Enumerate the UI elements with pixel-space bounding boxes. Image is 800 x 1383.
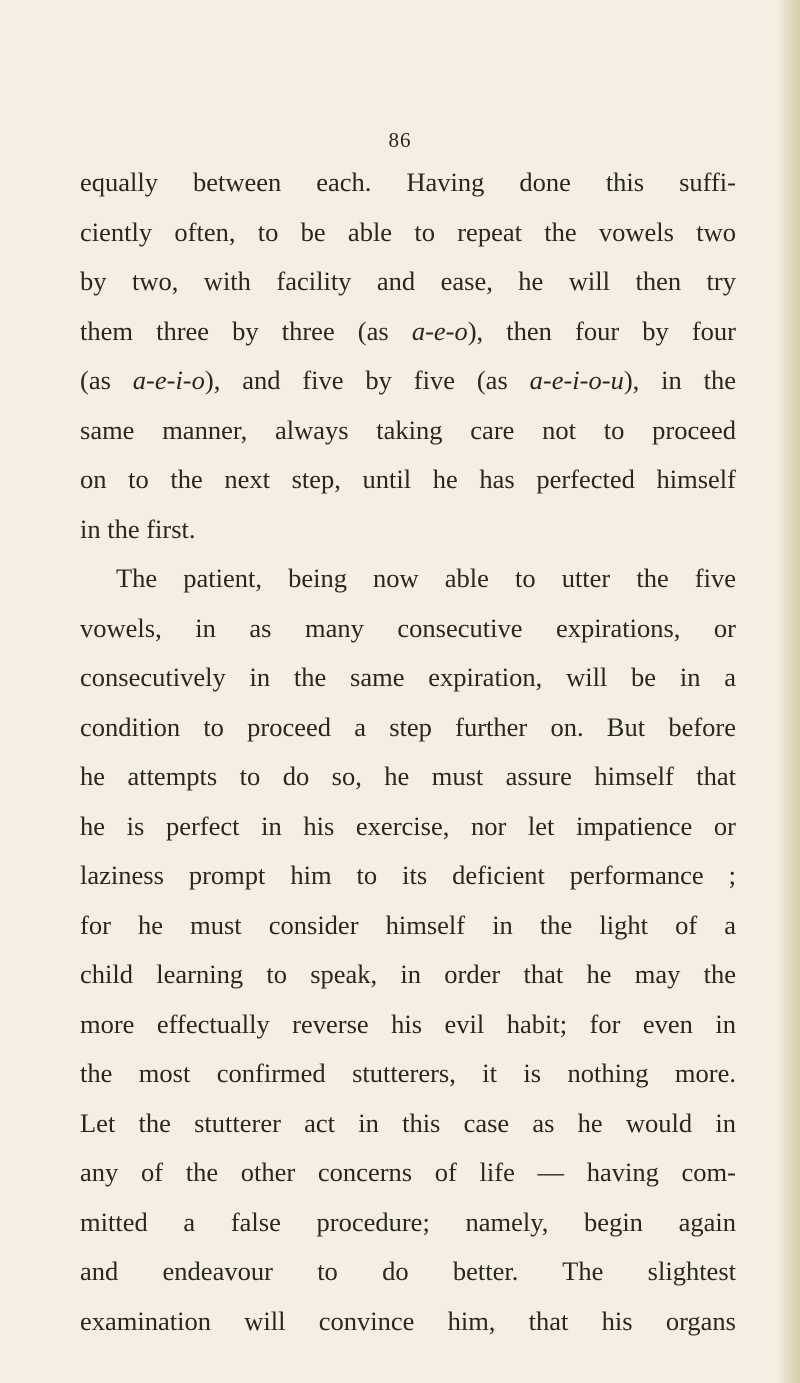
text-line: more effectually reverse his evil habit; for even in	[80, 1008, 736, 1039]
vowel-sequence: a-e-i-o	[132, 365, 205, 395]
text-line: Let the stutterer act in this case as he would in	[80, 1107, 736, 1138]
text-line: laziness prompt him to its deficient performance ;	[80, 860, 736, 890]
text-line: he is perfect in his exercise, nor let impatience or	[80, 810, 736, 841]
text-line: the most confirmed stutterers, it is nothing more.	[80, 1058, 736, 1088]
text-line: examination will convince him, that his organs	[80, 1305, 736, 1336]
paragraph-start-line: The patient, being now able to utter the five	[116, 563, 736, 593]
text-line: condition to proceed a step further on. But before	[80, 711, 736, 742]
text-line: child learning to speak, in order that he may the	[80, 959, 736, 989]
text-line: mitted a false procedure; namely, begin again	[80, 1206, 736, 1237]
text-line: consecutively in the same expiration, will be in a	[80, 662, 736, 692]
vowel-sequence: a-e-o	[411, 315, 468, 346]
text-line: and endeavour to do better. The slightest	[80, 1256, 736, 1286]
text-line: any of the other concerns of life — having com-	[80, 1157, 736, 1187]
text-line: on to the next step, until he has perfected himself	[80, 464, 736, 494]
text-line: same manner, always taking care not to proceed	[80, 414, 736, 445]
vowel-sequence: a-e-i-o-u	[529, 365, 624, 395]
text-line: he attempts to do so, he must assure himself that	[80, 761, 736, 791]
text-line: vowels, in as many consecutive expirations, or	[80, 612, 736, 643]
text-line: equally between each. Having done this suffi-	[80, 167, 736, 197]
text-line: (as a-e-i-o), and five by five (as a-e-i-o-u), in the	[80, 365, 737, 395]
paragraph-end-line: in the first.	[80, 513, 196, 544]
text-line: ciently often, to be able to repeat the vowels two	[80, 216, 736, 247]
text-line: by two, with facility and ease, he will then try	[80, 266, 736, 296]
page-edge-shadow	[778, 0, 800, 1383]
text-line: for he must consider himself in the light of a	[80, 909, 736, 940]
page-number: 86	[388, 128, 412, 152]
text-line: them three by three (as a-e-o), then four by four	[80, 315, 737, 346]
body-text	[80, 158, 736, 1346]
